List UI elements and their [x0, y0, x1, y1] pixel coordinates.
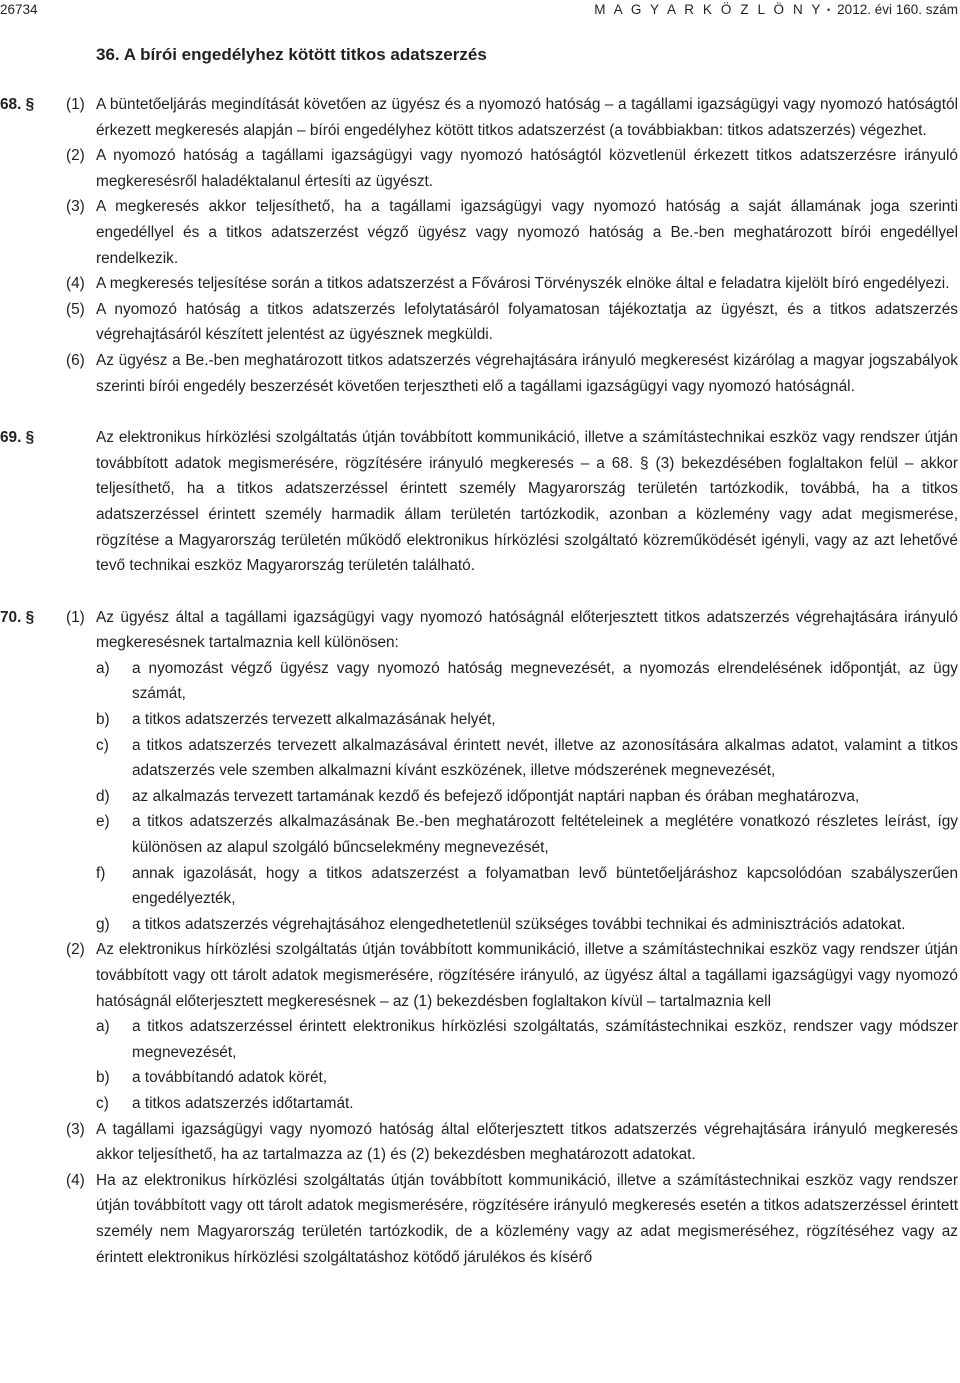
paragraph-text: A tagállami igazságügyi vagy nyomozó hatóság által előterjesztett titkos adatszerzés végrehajtására irányuló megkeresés akkor teljesíthető, ha az tartalmazza az (1) és (2) bekezdésben meghatározott adatokat. — [96, 1120, 958, 1164]
paragraph-number: (2) — [66, 147, 85, 165]
section-gap — [0, 579, 958, 605]
paragraph-text: A megkeresés akkor teljesíthető, ha a tagállami igazságügyi vagy nyomozó hatóság a saját államának joga szerinti engedéllyel és a titkos adatszerzést végző ügyész vagy nyomozó hatóság a Be.-ben meghatározott bírói engedéllyel rendelkezik. — [96, 198, 958, 267]
paragraph-number: (3) — [66, 1120, 85, 1138]
paragraph — [0, 92, 958, 143]
paragraph — [0, 297, 958, 348]
list-item-letter: c) — [96, 1094, 109, 1112]
paragraph — [0, 1168, 958, 1270]
list-item-letter: a) — [96, 659, 110, 677]
list-item-letter: f) — [96, 864, 106, 882]
list-item-text: a titkos adatszerzés tervezett alkalmazásával érintett nevét, illetve az azonosítására alkalmas adatot, valamint a titkos adatszerzés vele szemben alkalmazni kívánt eszközének, illetve módszerének megnevezését, — [132, 736, 958, 780]
paragraph-text: A nyomozó hatóság a tagállami igazságügyi vagy nyomozó hatóságtól közvetlenül érkezett titkos adatszerzésre irányuló megkeresésről haladéktalanul értesíti az ügyészt. — [96, 147, 958, 190]
list-item — [0, 733, 958, 784]
list-item — [0, 656, 958, 707]
section-number: 69. § — [0, 429, 35, 447]
list-item-letter: b) — [96, 1069, 110, 1087]
section — [0, 92, 958, 399]
bullet-separator: • — [827, 5, 831, 15]
list-item-letter: a) — [96, 1018, 110, 1036]
list-item-letter: g) — [96, 915, 110, 933]
paragraph-text: Ha az elektronikus hírközlési szolgáltatás útján továbbított kommunikáció, illetve a számítástechnikai eszköz vagy rendszer útján továbbított vagy ott tárolt adatok megismerésére, rögzítésére irányuló megkeresés esetén a titkos adatszerzéssel érintett személy nem Magyarország területén tartózkodik, de a közlemény vagy az adat megismeréséhez, rögzítéséhez vagy az érintett elektronikus hírközlési szolgáltatáshoz kötődő járulékos és kísérő — [96, 1171, 958, 1266]
paragraph-text: A büntetőeljárás megindítását követően az ügyész és a nyomozó hatóság – a tagállami igazságügyi vagy nyomozó hatóságtól érkezett megkeresés alapján – bírói engedélyhez kötött titkos adatszerzést (a továbbiakban: titkos adatszerzés) végezhet. — [96, 96, 958, 139]
paragraph — [0, 194, 958, 271]
list-item-letter: d) — [96, 787, 110, 805]
paragraph-number: (2) — [66, 941, 85, 959]
list-item-text: a továbbítandó adatok körét, — [132, 1069, 328, 1087]
list-item — [0, 707, 958, 733]
paragraph-number: (5) — [66, 300, 85, 318]
paragraph-number: (4) — [66, 275, 85, 293]
paragraph-number: (3) — [66, 198, 85, 216]
list-item-letter: e) — [96, 813, 110, 831]
issue-number: 2012. évi 160. szám — [837, 2, 958, 17]
paragraph — [0, 143, 958, 194]
paragraph-number: (1) — [66, 96, 85, 113]
paragraph-number: (6) — [66, 351, 85, 369]
list-item-text: az alkalmazás tervezett tartamának kezdő és befejező időpontját naptári napban és órában meghatározva, — [132, 787, 860, 805]
paragraph-text: Az ügyész a Be.-ben meghatározott titkos adatszerzés végrehajtására irányuló megkeresést kizárólag a magyar jogszabályok szerinti bírói engedély beszerzését követően terjesztheti elő a tagállami igazságügyi vagy nyomozó hatóságnál. — [96, 351, 958, 395]
list-item-text: a titkos adatszerzés alkalmazásának Be.-ben meghatározott feltételeinek a meglétére vonatkozó részletes leírást, így különösen az alapul szolgáló bűncselekmény megnevezését, — [132, 813, 958, 857]
list-item-text: a titkos adatszerzéssel érintett elektronikus hírközlési szolgáltatás, számítástechnikai eszköz, rendszer vagy módszer megnevezését, — [132, 1018, 958, 1061]
section-number: 68. § — [0, 96, 35, 113]
publication-name: M A G Y A R K Ö Z L Ö N Y — [594, 2, 824, 17]
paragraph-number: (4) — [66, 1171, 85, 1189]
section — [0, 425, 958, 579]
page-header — [0, 0, 960, 20]
section-number: 70. § — [0, 608, 35, 626]
paragraph — [0, 937, 958, 1014]
masthead — [594, 0, 958, 21]
paragraph — [0, 1117, 958, 1168]
list-item — [0, 1065, 958, 1091]
paragraph-text: Az elektronikus hírközlési szolgáltatás útján továbbított kommunikáció, illetve a számítástechnikai eszköz vagy rendszer útján továbbított adatok megismerésére, rögzítésére irányuló megkeresés – a 68. § (3) bekezdésében foglaltakon felül – akkor teljesíthető, ha a titkos adatszerzéssel érintett személy Magyarország területén tartózkodik, továbbá, ha a titkos adatszerzéssel érintett személy harmadik állam területén tartózkodik, azonban a közlemény vagy adat megismerése, rögzítése a Magyarország területén működő elektronikus hírközlési szolgáltató közreműködését igényli, vagy az azt lehetővé tevő technikai eszköz Magyarország területén található. — [96, 429, 958, 575]
paragraph — [0, 348, 958, 399]
paragraph-text: Az ügyész által a tagállami igazságügyi vagy nyomozó hatóságnál előterjesztett titkos adatszerzés végrehajtására irányuló megkeresésnek tartalmaznia kell különösen: — [96, 608, 958, 652]
list-item-text: a nyomozást végző ügyész vagy nyomozó hatóság megnevezését, a nyomozás elrendelésének időpontját, az ügy számát, — [132, 659, 958, 703]
page-number: 26734 — [0, 2, 38, 17]
paragraph-number: (1) — [66, 608, 85, 626]
list-item-text: a titkos adatszerzés időtartamát. — [132, 1094, 354, 1112]
list-item-letter: b) — [96, 711, 110, 729]
list-item — [0, 784, 958, 810]
paragraph-text: Az elektronikus hírközlési szolgáltatás útján továbbított kommunikáció, illetve a számítástechnikai eszköz vagy rendszer útján továbbított vagy ott tárolt adatok megismerésére, rögzítésére irányuló, az ügyész által a tagállami igazságügyi vagy nyomozó hatóságnál előterjesztett megkeresésnek – az (1) bekezdésben foglaltakon kívül – tartalmaznia kell — [96, 941, 958, 1010]
chapter-title: 36. A bírói engedélyhez kötött titkos adatszerzés — [96, 45, 487, 64]
paragraph-text: A megkeresés teljesítése során a titkos adatszerzést a Fővárosi Törvényszék elnöke által e feladatra kijelölt bíró engedélyezi. — [96, 275, 950, 293]
list-item — [0, 1014, 958, 1065]
document-body — [0, 92, 958, 1270]
list-item — [0, 912, 958, 938]
list-item-letter: c) — [96, 736, 109, 754]
list-item — [0, 861, 958, 912]
paragraph — [0, 271, 958, 297]
paragraph-text: A nyomozó hatóság a titkos adatszerzés lefolytatásáról folyamatosan tájékoztatja az ügyészt, és a titkos adatszerzés végrehajtásáról készített jelentést az ügyésznek megküldi. — [96, 300, 958, 344]
section-gap — [0, 399, 958, 425]
list-item — [0, 809, 958, 860]
list-item — [0, 1091, 958, 1117]
list-item-text: a titkos adatszerzés végrehajtásához elengedhetetlenül szükséges további technikai és adminisztrációs adatokat. — [132, 915, 906, 933]
list-item-text: annak igazolását, hogy a titkos adatszerzést a folyamatban levő büntetőeljáráshoz kapcsolódóan szabályszerűen engedélyezték, — [132, 864, 958, 908]
paragraph — [0, 605, 958, 656]
section — [0, 605, 958, 1270]
paragraph — [0, 425, 958, 579]
list-item-text: a titkos adatszerzés tervezett alkalmazásának helyét, — [132, 711, 496, 729]
